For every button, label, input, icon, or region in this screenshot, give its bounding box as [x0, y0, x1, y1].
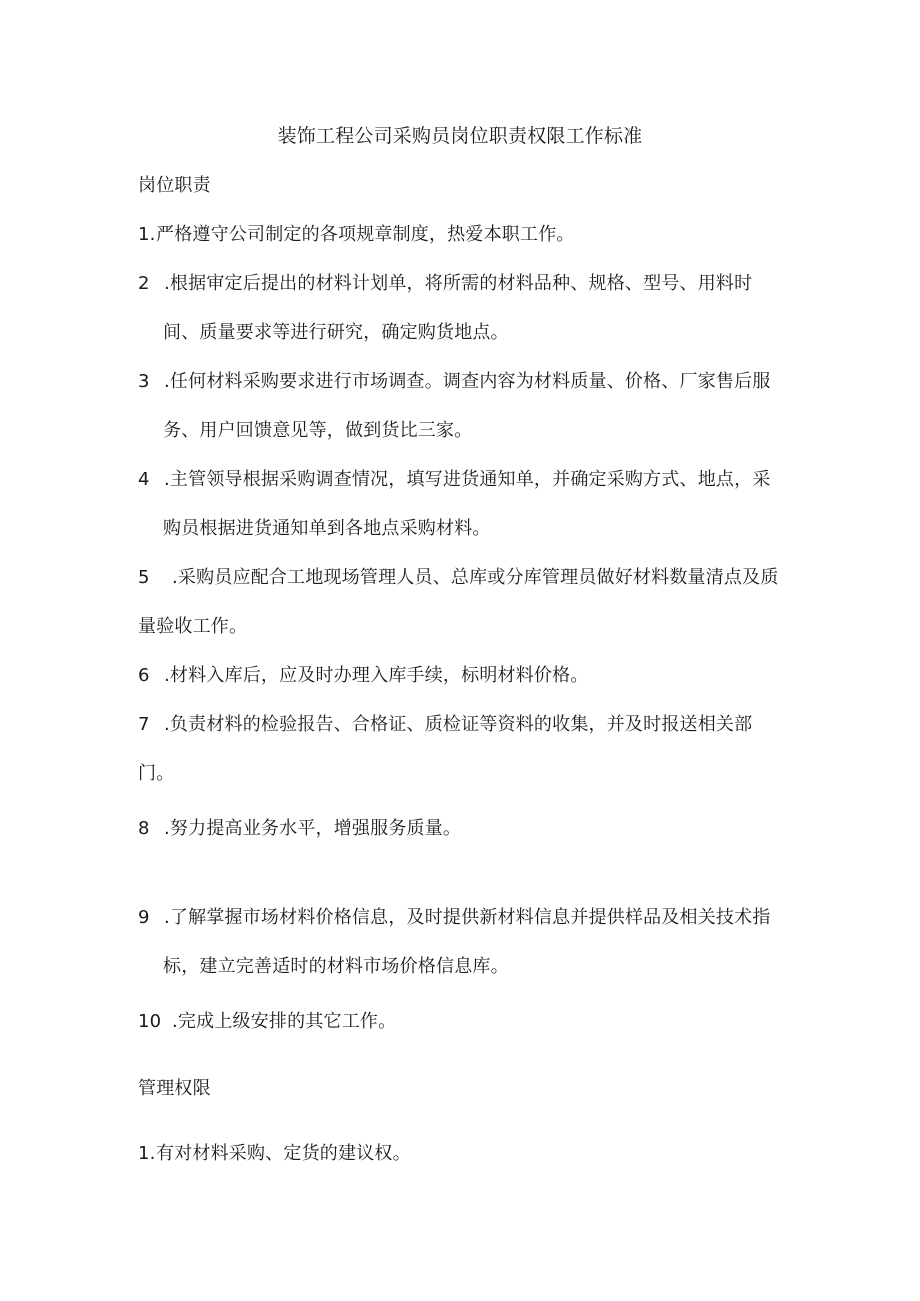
item-number: 3	[138, 371, 150, 392]
section-heading-authority: 管理权限	[138, 1078, 211, 1099]
duty-item-1	[138, 223, 575, 247]
duty-item-7	[138, 713, 752, 737]
item-text: .根据审定后提出的材料计划单，将所需的材料品种、规格、型号、用料时	[164, 273, 753, 294]
item-text: 有对材料采购、定货的建议权。	[156, 1143, 411, 1164]
item-number: 5	[138, 567, 150, 588]
item-number: 4	[138, 469, 150, 490]
item-text: .负责材料的检验报告、合格证、质检证等资料的收集，并及时报送相关部	[164, 714, 753, 735]
duty-item-4	[138, 468, 771, 492]
authority-item-1	[138, 1142, 411, 1166]
duty-item-9	[138, 906, 771, 930]
item-text: .任何材料采购要求进行市场调查。调查内容为材料质量、价格、厂家售后服	[164, 371, 771, 392]
item-number: 10	[138, 1011, 162, 1032]
item-number: 8	[138, 818, 150, 839]
item-text: .材料入库后，应及时办理入库手续，标明材料价格。	[164, 665, 589, 686]
item-number: 9	[138, 907, 150, 928]
item-text: 严格遵守公司制定的各项规章制度，热爱本职工作。	[156, 224, 575, 245]
duty-item-6	[138, 664, 589, 688]
document-title: 装饰工程公司采购员岗位职责权限工作标准	[277, 125, 643, 147]
item-number: 6	[138, 665, 150, 686]
item-text: .了解掌握市场材料价格信息，及时提供新材料信息并提供样品及相关技术指	[164, 907, 771, 928]
duty-item-2-continuation: 间、质量要求等进行研究，确定购货地点。	[163, 322, 509, 343]
item-text: .采购员应配合工地现场管理人员、总库或分库管理员做好材料数量清点及质	[172, 567, 779, 588]
item-text: .主管领导根据采购调查情况，填写进货通知单，并确定采购方式、地点，采	[164, 469, 771, 490]
duty-item-5-continuation: 量验收工作。	[138, 616, 248, 637]
item-number: 2	[138, 273, 150, 294]
duty-item-3	[138, 370, 771, 394]
duty-item-8	[138, 817, 461, 841]
duty-item-2	[138, 272, 752, 296]
duty-item-5	[138, 566, 779, 590]
duty-item-4-continuation: 购员根据进货通知单到各地点采购材料。	[163, 518, 491, 539]
duty-item-7-continuation: 门。	[138, 763, 175, 784]
item-text: .努力提高业务水平，增强服务质量。	[164, 818, 462, 839]
duty-item-3-continuation: 务、用户回馈意见等，做到货比三家。	[163, 420, 473, 441]
item-number: 1.	[138, 1143, 156, 1164]
duty-item-9-continuation: 标，建立完善适时的材料市场价格信息库。	[163, 956, 509, 977]
item-number: 1.	[138, 224, 156, 245]
item-number: 7	[138, 714, 150, 735]
section-heading-duties: 岗位职责	[138, 175, 211, 196]
item-text: .完成上级安排的其它工作。	[172, 1011, 397, 1032]
duty-item-10	[138, 1010, 396, 1034]
